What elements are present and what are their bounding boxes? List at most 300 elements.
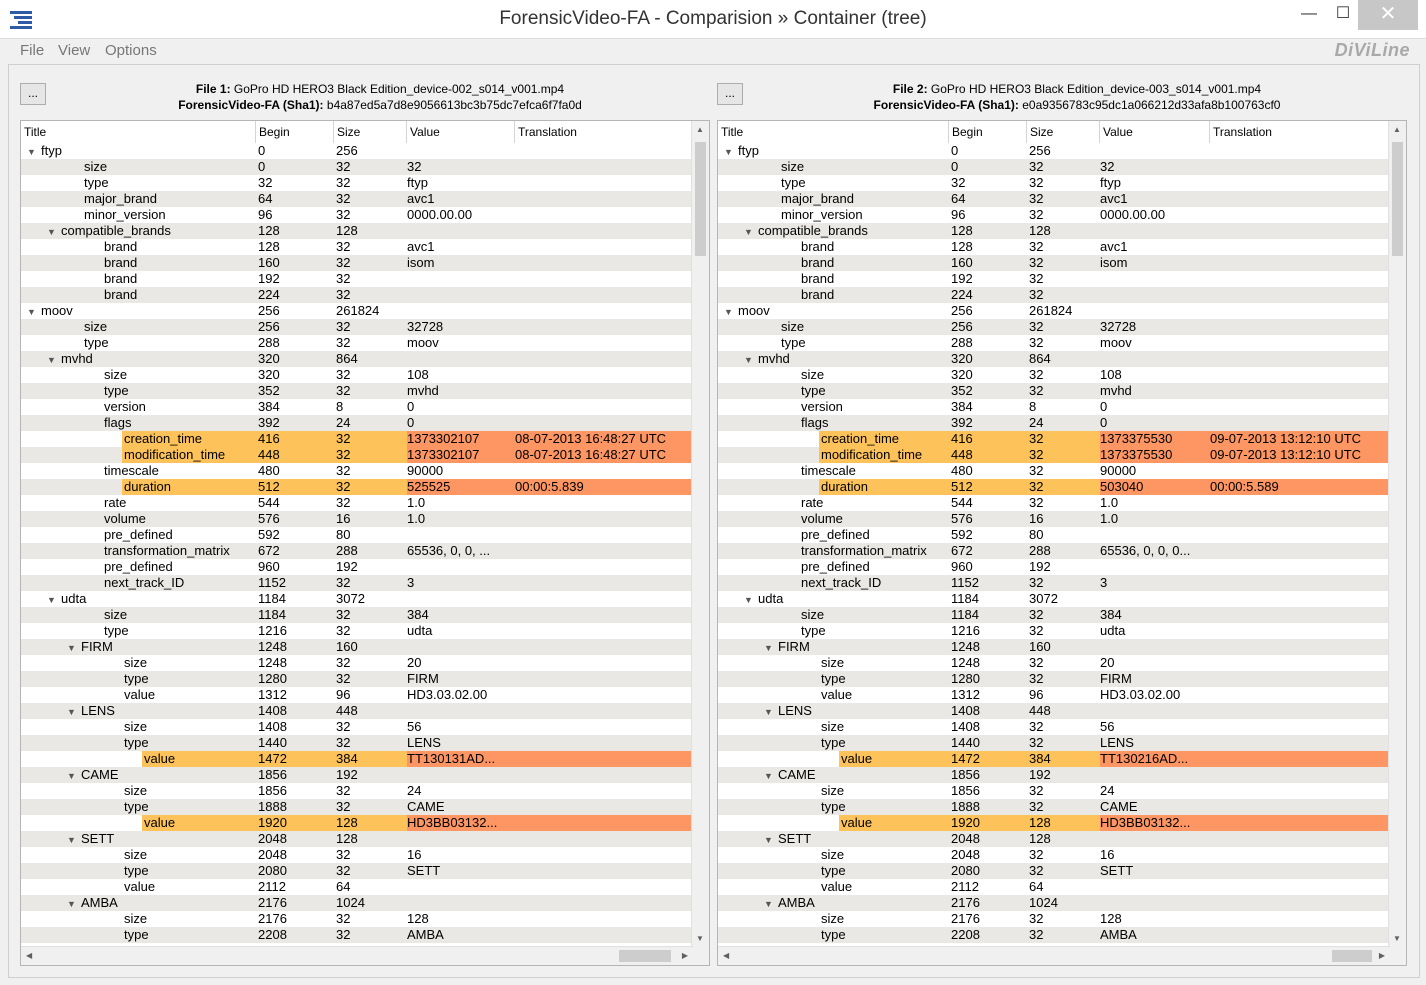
tree-row[interactable] [21, 815, 693, 831]
container-tree-1[interactable] [20, 120, 710, 966]
row-title-text: compatible_brands [758, 223, 868, 238]
row-title-text: SETT [778, 831, 812, 846]
row-value [1100, 591, 1212, 607]
row-title-text: LENS [81, 703, 115, 718]
open-file-2-button[interactable]: ... [717, 83, 743, 105]
tree-row[interactable] [718, 687, 1390, 703]
row-translation [1210, 783, 1390, 799]
row-begin: 480 [951, 463, 973, 478]
expand-arrow-icon[interactable]: ▼ [724, 307, 733, 317]
row-begin: 960 [258, 559, 280, 574]
row-size: 160 [336, 639, 358, 654]
expand-arrow-icon[interactable]: ▼ [67, 643, 76, 653]
row-value [407, 351, 517, 367]
scroll-left-icon[interactable]: ◀ [26, 951, 33, 960]
tree-row[interactable] [21, 287, 693, 303]
row-translation [515, 655, 693, 671]
expand-arrow-icon[interactable]: ▼ [764, 771, 773, 781]
tree-row[interactable] [21, 671, 693, 687]
tree-row[interactable] [21, 335, 693, 351]
expand-arrow-icon[interactable]: ▼ [67, 771, 76, 781]
row-translation [1210, 847, 1390, 863]
row-size: 32 [1029, 847, 1044, 862]
row-translation [1210, 895, 1390, 911]
row-translation [1210, 607, 1390, 623]
tree-row[interactable] [718, 543, 1390, 559]
row-translation [1210, 703, 1390, 719]
row-value: 20 [1100, 655, 1115, 670]
row-translation [1210, 191, 1390, 207]
row-begin: 1856 [258, 783, 287, 798]
tree-row[interactable] [21, 895, 693, 911]
row-size: 32 [336, 799, 351, 814]
row-translation [1210, 527, 1390, 543]
tree-row[interactable] [21, 831, 693, 847]
tree-row[interactable] [21, 543, 693, 559]
column-translation[interactable]: Translation [1213, 125, 1272, 139]
file-2-hash: e0a9356783c95dc1a066212d33afa8b100763cf0 [1022, 98, 1281, 112]
row-title-text: size [124, 911, 148, 926]
tree-row[interactable] [718, 607, 1390, 623]
row-size: 24 [1029, 415, 1044, 430]
tree-row[interactable] [21, 911, 693, 927]
file-1-name: GoPro HD HERO3 Black Edition_device-002_s014_v001.mp4 [233, 82, 565, 96]
row-value: 1373375530 [1100, 447, 1212, 463]
tree-row[interactable] [21, 207, 693, 223]
row-translation: 09-07-2013 13:12:10 UTC [1210, 431, 1390, 447]
row-title-text: type [801, 623, 826, 638]
column-size[interactable]: Size [334, 121, 407, 143]
file-1-info [50, 81, 710, 113]
tree-row[interactable] [718, 271, 1390, 287]
row-title [47, 159, 293, 175]
row-begin: 1152 [951, 575, 979, 590]
tree-row[interactable] [718, 383, 1390, 399]
row-begin: 96 [258, 207, 273, 222]
tree-row[interactable] [718, 895, 1390, 911]
scroll-thumb[interactable] [695, 142, 706, 256]
tree-row[interactable] [21, 799, 693, 815]
row-size: 32 [1029, 575, 1044, 590]
tree-row[interactable] [21, 495, 693, 511]
row-size: 24 [336, 415, 351, 430]
row-title-text: transformation_matrix [801, 543, 927, 558]
menu-view[interactable]: View [58, 42, 91, 59]
tree-row[interactable] [21, 415, 693, 431]
tree-row[interactable] [718, 479, 1390, 495]
expand-arrow-icon[interactable]: ▼ [67, 899, 76, 909]
tree-row[interactable] [21, 223, 693, 239]
scroll-right-icon[interactable]: ▶ [1378, 951, 1385, 960]
tree-row[interactable] [21, 527, 693, 543]
row-begin: 1888 [258, 799, 287, 814]
row-title-text: creation_time [124, 431, 203, 446]
tree-row[interactable] [21, 559, 693, 575]
tree-row[interactable] [718, 719, 1390, 735]
row-value: 525525 [407, 479, 517, 495]
row-begin: 1184 [951, 607, 979, 622]
scroll-down-icon[interactable]: ▼ [1393, 934, 1401, 943]
row-translation: 00:00:5.589 [1210, 479, 1390, 495]
row-value: TT130216AD... [1100, 751, 1212, 767]
scroll-up-icon[interactable]: ▲ [696, 125, 704, 134]
row-size: 288 [1029, 543, 1051, 558]
expand-arrow-icon[interactable]: ▼ [27, 307, 36, 317]
tree-row[interactable] [718, 831, 1390, 847]
tree-row[interactable] [718, 415, 1390, 431]
tree-row[interactable] [718, 511, 1390, 527]
tree-row[interactable] [718, 447, 1390, 463]
horizontal-scrollbar[interactable] [21, 946, 693, 965]
row-size: 32 [1029, 191, 1044, 206]
tree-row[interactable] [718, 255, 1390, 271]
row-title-text: type [781, 175, 806, 190]
row-title-text: size [781, 159, 805, 174]
tree-row[interactable] [21, 383, 693, 399]
tree-row[interactable] [718, 239, 1390, 255]
row-begin: 1184 [951, 591, 979, 606]
tree-row[interactable] [718, 783, 1390, 799]
tree-row[interactable] [21, 191, 693, 207]
tree-row[interactable] [21, 863, 693, 879]
vertical-scrollbar[interactable] [1388, 121, 1406, 947]
tree-row[interactable] [718, 703, 1390, 719]
row-value: 16 [407, 847, 422, 862]
row-size: 32 [336, 495, 351, 510]
row-value: 56 [1100, 719, 1115, 734]
tree-row[interactable] [21, 399, 693, 415]
tree-row[interactable] [718, 879, 1390, 895]
tree-row[interactable] [718, 799, 1390, 815]
tree-row[interactable] [21, 639, 693, 655]
row-begin: 2176 [258, 895, 287, 910]
column-translation[interactable]: Translation [518, 125, 577, 139]
tree-row[interactable] [718, 287, 1390, 303]
tree-row[interactable] [21, 431, 693, 447]
tree-row[interactable] [718, 223, 1390, 239]
row-size: 32 [1029, 367, 1044, 382]
maximize-button[interactable]: ☐ [1335, 5, 1351, 22]
tree-row[interactable] [21, 159, 693, 175]
tree-row[interactable] [21, 143, 693, 159]
row-title-text: size [124, 655, 148, 670]
tree-row[interactable] [718, 175, 1390, 191]
row-translation [1210, 543, 1390, 559]
tree-row[interactable] [718, 527, 1390, 543]
row-value: 1.0 [1100, 511, 1119, 526]
row-value: 503040 [1100, 479, 1212, 495]
row-translation: 08-07-2013 16:48:27 UTC [515, 447, 693, 463]
row-size: 32 [336, 319, 351, 334]
row-translation [515, 175, 693, 191]
expand-arrow-icon[interactable]: ▼ [764, 835, 773, 845]
row-begin: 672 [258, 543, 280, 558]
row-translation [1210, 399, 1390, 415]
row-value: 56 [407, 719, 422, 734]
tree-row[interactable] [718, 143, 1390, 159]
tree-row[interactable] [21, 175, 693, 191]
column-begin[interactable]: Begin [256, 121, 334, 143]
row-translation [515, 815, 693, 831]
row-title [744, 207, 986, 223]
row-size: 32 [1029, 479, 1102, 495]
tree-row[interactable] [21, 703, 693, 719]
tree-row[interactable] [718, 751, 1390, 767]
row-value: 384 [1100, 607, 1122, 622]
row-begin: 288 [258, 335, 280, 350]
tree-row[interactable] [718, 495, 1390, 511]
scroll-down-icon[interactable]: ▼ [696, 934, 704, 943]
tree-row[interactable] [718, 191, 1390, 207]
row-size: 32 [336, 847, 351, 862]
row-title-text: type [84, 335, 109, 350]
expand-arrow-icon[interactable]: ▼ [67, 707, 76, 717]
tree-row[interactable] [718, 815, 1390, 831]
row-translation [1210, 623, 1390, 639]
tree-row[interactable] [718, 207, 1390, 223]
row-value [1100, 767, 1212, 783]
tree-row[interactable] [718, 623, 1390, 639]
row-title-text: type [124, 799, 149, 814]
row-translation [515, 719, 693, 735]
tree-row[interactable] [21, 463, 693, 479]
tree-row[interactable] [21, 591, 693, 607]
row-value: avc1 [1100, 239, 1128, 254]
tree-row[interactable] [21, 927, 693, 943]
row-translation [1210, 879, 1390, 895]
row-title-text: type [124, 735, 149, 750]
minimize-button[interactable]: — [1301, 5, 1317, 22]
tree-row[interactable] [21, 271, 693, 287]
row-title-text: value [841, 815, 873, 830]
row-size: 8 [336, 399, 344, 414]
tree-row[interactable] [718, 367, 1390, 383]
tree-row[interactable] [21, 319, 693, 335]
tree-row[interactable] [21, 735, 693, 751]
row-begin: 1248 [951, 639, 980, 654]
row-value [407, 287, 517, 303]
tree-row[interactable] [718, 863, 1390, 879]
row-value [1100, 879, 1212, 895]
menu-file[interactable]: File [20, 42, 45, 59]
row-title-text: size [781, 319, 805, 334]
expand-arrow-icon[interactable]: ▼ [27, 147, 36, 157]
row-begin: 0 [258, 143, 266, 158]
row-begin: 576 [951, 511, 973, 526]
row-value: 32 [1100, 159, 1115, 174]
row-title-text: size [124, 719, 148, 734]
tree-row[interactable] [21, 367, 693, 383]
column-value[interactable]: Value [1100, 121, 1210, 143]
tree-row[interactable] [718, 463, 1390, 479]
row-size: 32 [1029, 623, 1044, 638]
tree-row[interactable] [21, 751, 693, 767]
tree-row[interactable] [21, 655, 693, 671]
tree-row[interactable] [21, 239, 693, 255]
row-title-text: FIRM [778, 639, 810, 654]
open-file-1-button[interactable]: ... [20, 83, 46, 105]
tree-row[interactable] [21, 687, 693, 703]
tree-row[interactable] [718, 351, 1390, 367]
row-value [407, 303, 517, 319]
tree-row[interactable] [718, 319, 1390, 335]
tree-row[interactable] [21, 479, 693, 495]
tree-row[interactable] [21, 607, 693, 623]
row-title [764, 639, 949, 655]
row-title-text: pre_defined [801, 559, 870, 574]
row-title-text: transformation_matrix [104, 543, 230, 558]
tree-row[interactable] [21, 847, 693, 863]
row-translation [1210, 815, 1390, 831]
row-title-text: CAME [778, 767, 816, 782]
tree-row[interactable] [718, 847, 1390, 863]
tree-row[interactable] [21, 303, 693, 319]
column-value[interactable]: Value [407, 121, 515, 143]
tree-row[interactable] [21, 575, 693, 591]
tree-row[interactable] [21, 767, 693, 783]
row-title [27, 303, 256, 319]
menu-options[interactable]: Options [105, 42, 157, 59]
row-title [764, 831, 949, 847]
tree-row[interactable] [21, 783, 693, 799]
row-value: 24 [1100, 783, 1115, 798]
tree-row[interactable] [718, 431, 1390, 447]
row-title-text: type [821, 863, 846, 878]
row-translation [1210, 367, 1390, 383]
row-begin: 0 [258, 159, 266, 174]
column-title[interactable]: Title [21, 121, 256, 143]
tree-row[interactable] [718, 575, 1390, 591]
row-size: 32 [336, 607, 351, 622]
expand-arrow-icon[interactable]: ▼ [47, 355, 56, 365]
row-value: 0000.00.00 [1100, 207, 1166, 222]
row-size: 32 [336, 575, 351, 590]
expand-arrow-icon[interactable]: ▼ [67, 835, 76, 845]
row-begin: 1440 [951, 735, 980, 750]
row-title-text: SETT [81, 831, 115, 846]
row-begin: 2080 [951, 863, 980, 878]
tree-row[interactable] [21, 255, 693, 271]
tree-row[interactable] [718, 303, 1390, 319]
scroll-thumb[interactable] [1392, 142, 1403, 256]
row-translation [515, 223, 693, 239]
row-translation [515, 383, 693, 399]
tree-row[interactable] [718, 735, 1390, 751]
row-begin: 288 [951, 335, 973, 350]
expand-arrow-icon[interactable]: ▼ [764, 643, 773, 653]
scroll-up-icon[interactable]: ▲ [1393, 125, 1401, 134]
row-size: 3072 [336, 591, 365, 606]
tree-row[interactable] [718, 671, 1390, 687]
column-begin[interactable]: Begin [949, 121, 1027, 143]
row-size: 32 [336, 175, 351, 190]
tree-row[interactable] [21, 719, 693, 735]
row-translation [515, 799, 693, 815]
row-translation [515, 367, 693, 383]
expand-arrow-icon[interactable]: ▼ [764, 899, 773, 909]
row-value: moov [1100, 335, 1132, 350]
row-value [1100, 559, 1212, 575]
row-title [47, 591, 256, 607]
tree-row[interactable] [21, 511, 693, 527]
horizontal-scrollbar[interactable] [718, 946, 1390, 965]
row-title [744, 335, 986, 351]
column-size[interactable]: Size [1027, 121, 1100, 143]
row-value: 1373375530 [1100, 431, 1212, 447]
row-size: 128 [336, 815, 409, 831]
tree-row[interactable] [718, 335, 1390, 351]
row-title-text: type [104, 623, 129, 638]
tree-row[interactable] [21, 351, 693, 367]
row-title-text: CAME [81, 767, 119, 782]
row-begin: 320 [258, 367, 280, 382]
scroll-left-icon[interactable]: ◀ [723, 951, 730, 960]
vertical-scrollbar[interactable] [691, 121, 709, 947]
tree-row[interactable] [21, 447, 693, 463]
row-begin: 128 [258, 223, 280, 238]
row-begin: 592 [258, 527, 280, 542]
tree-row[interactable] [718, 591, 1390, 607]
row-translation [515, 303, 693, 319]
tree-row[interactable] [21, 879, 693, 895]
tree-row[interactable] [718, 639, 1390, 655]
row-title-text: AMBA [81, 895, 118, 910]
close-button[interactable]: ✕ [1358, 0, 1418, 30]
column-title[interactable]: Title [718, 121, 949, 143]
row-translation [515, 143, 693, 159]
row-size: 128 [1029, 223, 1051, 238]
container-tree-2[interactable] [717, 120, 1407, 966]
expand-arrow-icon[interactable]: ▼ [764, 707, 773, 717]
expand-arrow-icon[interactable]: ▼ [744, 227, 753, 237]
tree-row[interactable] [718, 559, 1390, 575]
tree-row[interactable] [718, 655, 1390, 671]
row-value: 1.0 [407, 511, 426, 526]
scroll-thumb[interactable] [1332, 950, 1372, 962]
tree-rows [21, 143, 693, 943]
tree-row[interactable] [718, 159, 1390, 175]
file-panel-2 [717, 64, 1407, 966]
row-size: 32 [336, 207, 351, 222]
row-value [1100, 895, 1212, 911]
row-size: 864 [1029, 351, 1051, 366]
row-begin: 2080 [258, 863, 287, 878]
expand-arrow-icon[interactable]: ▼ [47, 227, 56, 237]
row-size: 32 [1029, 911, 1044, 926]
tree-row[interactable] [21, 623, 693, 639]
row-title-text: brand [801, 271, 835, 286]
row-title-text: moov [738, 303, 770, 318]
tree-row[interactable] [718, 911, 1390, 927]
row-translation [515, 847, 693, 863]
scroll-right-icon[interactable]: ▶ [681, 951, 688, 960]
row-value [1100, 831, 1212, 847]
scroll-thumb[interactable] [619, 950, 671, 962]
tree-row[interactable] [718, 399, 1390, 415]
tree-row[interactable] [718, 767, 1390, 783]
expand-arrow-icon[interactable]: ▼ [724, 147, 733, 157]
row-begin: 416 [951, 431, 1029, 447]
row-begin: 2176 [258, 911, 287, 926]
expand-arrow-icon[interactable]: ▼ [47, 595, 56, 605]
tree-row[interactable] [718, 927, 1390, 943]
expand-arrow-icon[interactable]: ▼ [744, 355, 753, 365]
row-title-text: value [821, 687, 853, 702]
row-value: LENS [407, 735, 441, 750]
row-begin: 2176 [951, 911, 980, 926]
row-begin: 256 [951, 319, 973, 334]
expand-arrow-icon[interactable]: ▼ [744, 595, 753, 605]
